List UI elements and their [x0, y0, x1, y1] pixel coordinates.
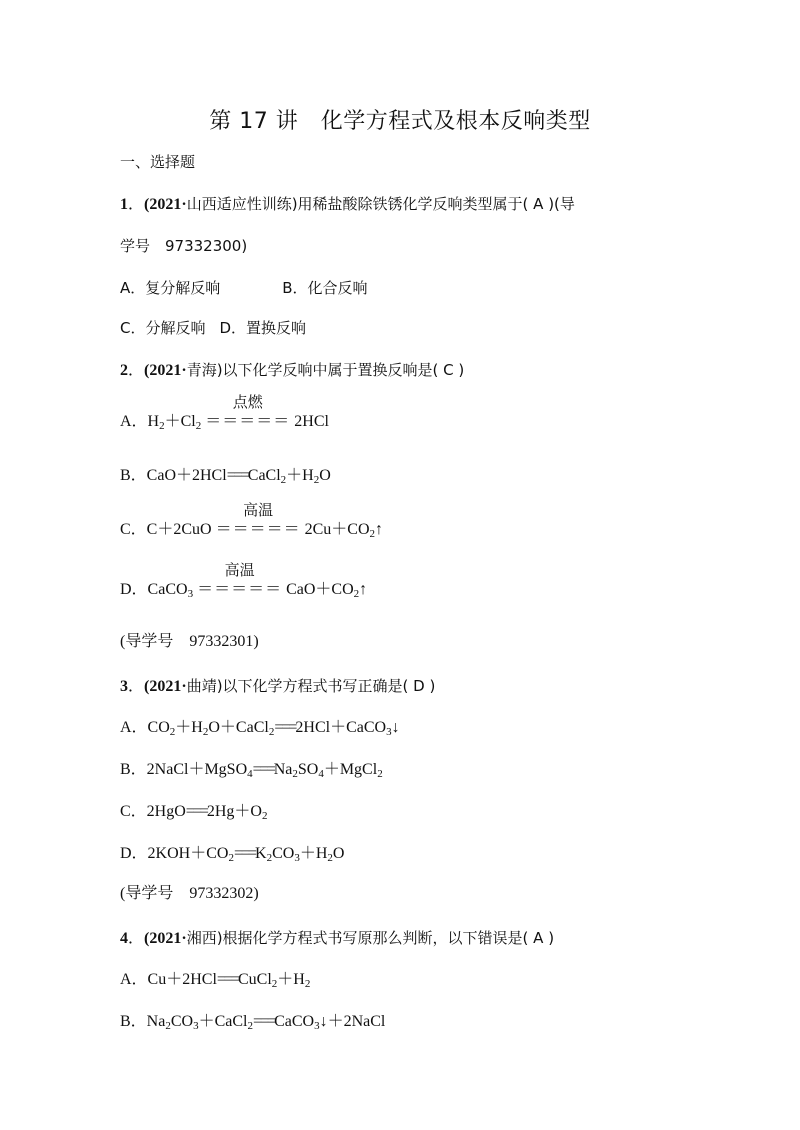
question-1: 1．(2021·山西适应性训练)用稀盐酸除铁锈化学反响类型属于( A )(导: [120, 195, 575, 213]
q2-source: (2021·: [144, 362, 187, 379]
q2-stem: 青海)以下化学反响中属于置换反响是( C ): [186, 361, 465, 379]
q1-stem: 山西适应性训练)用稀盐酸除铁锈化学反响类型属于( A )(导: [186, 195, 575, 213]
q2-number: 2: [120, 362, 128, 379]
reaction-condition-high-temp: 高温 ＝＝＝＝＝: [197, 561, 283, 598]
q3-number: 3: [120, 678, 128, 695]
q3-option-c: C．$2HgO===2Hg+O_2$: [120, 803, 268, 822]
q3-guide-number: (导学号 97332302): [120, 885, 259, 902]
q4-source: (2021·: [144, 930, 187, 947]
section-heading: 一、选择题: [120, 153, 196, 171]
q3-option-a: A．$CO_2+H_2O+CaCl_2===2HCl+CaCO_3↓$: [120, 719, 400, 738]
q4-number: 4: [120, 930, 128, 947]
q3-source: (2021·: [144, 678, 187, 695]
question-4: 4．(2021·湘西)根据化学方程式书写原那么判断，以下错误是( A ): [120, 929, 555, 947]
q1-guide-number: 学号 97332300): [120, 237, 248, 255]
gas-arrow-icon: ↑: [359, 581, 368, 598]
question-2: 2．(2021·青海)以下化学反响中属于置换反响是( C ): [120, 361, 465, 379]
q3-option-b: B．$2NaCl+MgSO_4===Na_2SO_4+MgCl_2$: [120, 761, 383, 780]
q4-option-b: B．$Na_2CO_3+CaCl_2===CaCO_3↓+2NaCl$: [120, 1013, 386, 1032]
q2-option-d: D．CaCO$_3$ 高温 ＝＝＝＝＝ $CaO+CO_2↑$: [120, 561, 368, 600]
q2-option-c: C．C＋2CuO 高温 ＝＝＝＝＝ $2Cu+CO_2↑$: [120, 501, 383, 540]
q4-stem: 湘西)根据化学方程式书写原那么判断，以下错误是( A ): [186, 929, 555, 947]
gas-arrow-icon: ↑: [375, 521, 383, 538]
q1-option-c: C．分解反响: [120, 319, 206, 337]
q1-number: 1: [120, 196, 128, 213]
reaction-condition-ignite: 点燃 ＝＝＝＝＝: [205, 393, 291, 430]
q1-options-row2: [120, 318, 306, 338]
q2-option-a: A．$H_2+Cl_2$ 点燃 ＝＝＝＝＝ 2HCl: [120, 393, 329, 432]
q1-options-row1: [120, 278, 368, 298]
q3-option-d: D．$2KOH+CO_2===K_2CO_3+H_2O$: [120, 845, 345, 864]
q1-source: (2021·: [144, 196, 187, 213]
q2-guide-number: (导学号 97332301): [120, 633, 259, 650]
precipitate-arrow-icon: ↓: [391, 719, 400, 736]
q1-option-b: B．化合反响: [282, 279, 368, 297]
q2-option-b: B．$CaO+2HCl===CaCl_2+H_2O$: [120, 467, 331, 486]
page-title: 第 17 讲 化学方程式及根本反响类型: [209, 109, 591, 134]
q1-option-d: D．置换反响: [219, 319, 307, 337]
q4-option-a: A．$Cu+2HCl===CuCl_2+H_2$: [120, 971, 311, 990]
question-3: 3．(2021·曲靖)以下化学方程式书写正确是( D ): [120, 677, 436, 695]
reaction-condition-high-temp: 高温 ＝＝＝＝＝: [215, 501, 301, 538]
q1-option-a: A．复分解反响: [120, 279, 221, 297]
q3-stem: 曲靖)以下化学方程式书写正确是( D ): [186, 677, 436, 695]
